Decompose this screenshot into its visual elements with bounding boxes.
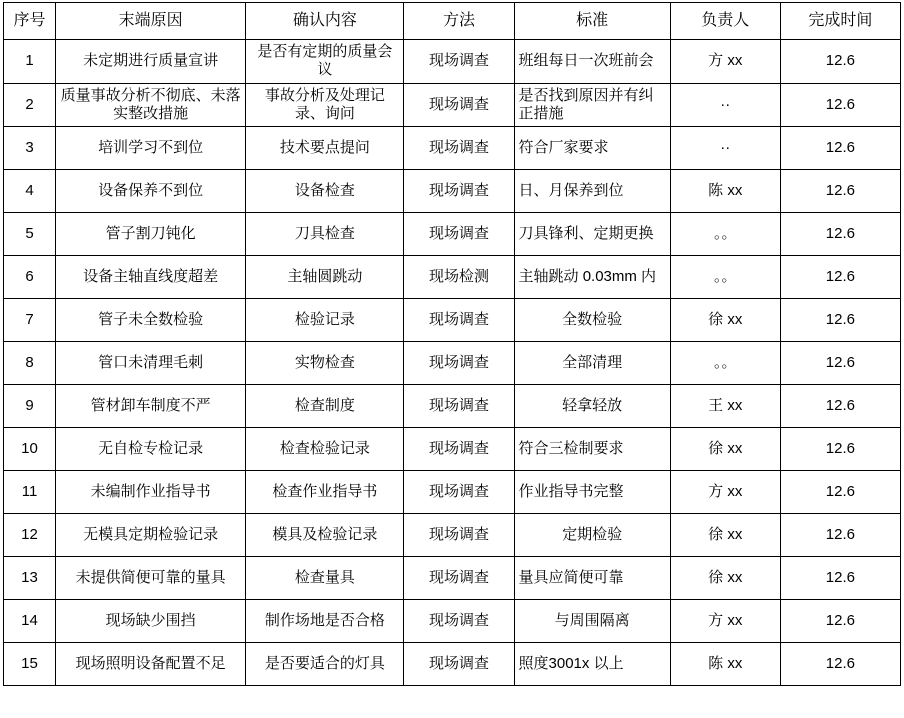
column-header-cause: 末端原因 bbox=[56, 3, 246, 40]
cell-content: 检查检验记录 bbox=[246, 428, 404, 471]
table-row bbox=[4, 428, 901, 471]
table-row bbox=[4, 170, 901, 213]
cell-date: 12.6 bbox=[780, 83, 900, 127]
table-row bbox=[4, 256, 901, 299]
cell-method: 现场调查 bbox=[404, 643, 514, 686]
cell-content: 检验记录 bbox=[246, 299, 404, 342]
cell-standard: 与周围隔离 bbox=[514, 600, 670, 643]
document-sheet bbox=[0, 2, 904, 686]
cell-standard: 作业指导书完整 bbox=[514, 471, 670, 514]
cell-content: 技术要点提问 bbox=[246, 127, 404, 170]
table-row bbox=[4, 40, 901, 84]
table-row bbox=[4, 342, 901, 385]
cell-owner: 徐 xx bbox=[670, 514, 780, 557]
cell-cause: 管口未清理毛刺 bbox=[56, 342, 246, 385]
table-row bbox=[4, 83, 901, 127]
cell-content: 是否有定期的质量会议 bbox=[246, 40, 404, 84]
cell-owner: 徐 xx bbox=[670, 299, 780, 342]
cell-method: 现场调查 bbox=[404, 557, 514, 600]
cell-cause: 管子割刀钝化 bbox=[56, 213, 246, 256]
cell-date: 12.6 bbox=[780, 40, 900, 84]
cell-standard: 是否找到原因并有纠正措施 bbox=[514, 83, 670, 127]
cell-date: 12.6 bbox=[780, 385, 900, 428]
cell-owner: 方 xx bbox=[670, 600, 780, 643]
table-row bbox=[4, 299, 901, 342]
cell-cause: 管材卸车制度不严 bbox=[56, 385, 246, 428]
cell-cause: 管子未全数检验 bbox=[56, 299, 246, 342]
table-row bbox=[4, 213, 901, 256]
cell-method: 现场调查 bbox=[404, 385, 514, 428]
cell-date: 12.6 bbox=[780, 342, 900, 385]
cell-no: 4 bbox=[4, 170, 56, 213]
cell-cause: 无自检专检记录 bbox=[56, 428, 246, 471]
table-row bbox=[4, 127, 901, 170]
cell-standard: 全部清理 bbox=[514, 342, 670, 385]
cell-date: 12.6 bbox=[780, 471, 900, 514]
table-row bbox=[4, 385, 901, 428]
cell-no: 14 bbox=[4, 600, 56, 643]
table-body bbox=[4, 40, 901, 686]
cell-content: 检查量具 bbox=[246, 557, 404, 600]
cell-standard: 日、月保养到位 bbox=[514, 170, 670, 213]
cell-method: 现场调查 bbox=[404, 428, 514, 471]
cell-no: 8 bbox=[4, 342, 56, 385]
cell-date: 12.6 bbox=[780, 299, 900, 342]
column-header-method: 方法 bbox=[404, 3, 514, 40]
cell-method: 现场调查 bbox=[404, 213, 514, 256]
cell-method: 现场调查 bbox=[404, 342, 514, 385]
column-header-date: 完成时间 bbox=[780, 3, 900, 40]
cell-cause: 未定期进行质量宣讲 bbox=[56, 40, 246, 84]
cell-date: 12.6 bbox=[780, 213, 900, 256]
column-header-content: 确认内容 bbox=[246, 3, 404, 40]
cell-method: 现场调查 bbox=[404, 127, 514, 170]
cell-owner: ·· bbox=[670, 127, 780, 170]
cell-cause: 质量事故分析不彻底、未落实整改措施 bbox=[56, 83, 246, 127]
cell-standard: 班组每日一次班前会 bbox=[514, 40, 670, 84]
cell-date: 12.6 bbox=[780, 170, 900, 213]
cause-confirmation-table bbox=[3, 2, 901, 686]
column-header-owner: 负责人 bbox=[670, 3, 780, 40]
cell-standard: 全数检验 bbox=[514, 299, 670, 342]
table-row bbox=[4, 557, 901, 600]
cell-date: 12.6 bbox=[780, 127, 900, 170]
cell-cause: 现场缺少围挡 bbox=[56, 600, 246, 643]
cell-no: 9 bbox=[4, 385, 56, 428]
cell-owner: 方 xx bbox=[670, 40, 780, 84]
cell-no: 12 bbox=[4, 514, 56, 557]
cell-date: 12.6 bbox=[780, 514, 900, 557]
cell-standard: 主轴跳动 0.03mm 内 bbox=[514, 256, 670, 299]
cell-content: 实物检查 bbox=[246, 342, 404, 385]
table-row bbox=[4, 643, 901, 686]
cell-content: 检查制度 bbox=[246, 385, 404, 428]
cell-cause: 设备保养不到位 bbox=[56, 170, 246, 213]
cell-date: 12.6 bbox=[780, 256, 900, 299]
cell-content: 是否要适合的灯具 bbox=[246, 643, 404, 686]
cell-cause: 未提供简便可靠的量具 bbox=[56, 557, 246, 600]
cell-owner: 徐 xx bbox=[670, 557, 780, 600]
cell-no: 5 bbox=[4, 213, 56, 256]
cell-content: 模具及检验记录 bbox=[246, 514, 404, 557]
cell-method: 现场检测 bbox=[404, 256, 514, 299]
cell-method: 现场调查 bbox=[404, 471, 514, 514]
cell-cause: 设备主轴直线度超差 bbox=[56, 256, 246, 299]
cell-no: 15 bbox=[4, 643, 56, 686]
table-header bbox=[4, 3, 901, 40]
cell-owner: ·· bbox=[670, 83, 780, 127]
cell-no: 11 bbox=[4, 471, 56, 514]
cell-no: 7 bbox=[4, 299, 56, 342]
cell-cause: 未编制作业指导书 bbox=[56, 471, 246, 514]
cell-date: 12.6 bbox=[780, 428, 900, 471]
cell-content: 刀具检查 bbox=[246, 213, 404, 256]
cell-date: 12.6 bbox=[780, 643, 900, 686]
cell-no: 10 bbox=[4, 428, 56, 471]
cell-owner: 。。 bbox=[670, 213, 780, 256]
cell-content: 制作场地是否合格 bbox=[246, 600, 404, 643]
table-row bbox=[4, 514, 901, 557]
cell-cause: 培训学习不到位 bbox=[56, 127, 246, 170]
cell-owner: 方 xx bbox=[670, 471, 780, 514]
cell-standard: 照度3001x 以上 bbox=[514, 643, 670, 686]
cell-cause: 无模具定期检验记录 bbox=[56, 514, 246, 557]
cell-method: 现场调查 bbox=[404, 600, 514, 643]
cell-owner: 。。 bbox=[670, 256, 780, 299]
cell-no: 1 bbox=[4, 40, 56, 84]
cell-no: 3 bbox=[4, 127, 56, 170]
cell-cause: 现场照明设备配置不足 bbox=[56, 643, 246, 686]
table-row bbox=[4, 471, 901, 514]
cell-owner: 。。 bbox=[670, 342, 780, 385]
column-header-standard: 标准 bbox=[514, 3, 670, 40]
table-row bbox=[4, 600, 901, 643]
cell-owner: 徐 xx bbox=[670, 428, 780, 471]
cell-date: 12.6 bbox=[780, 600, 900, 643]
cell-standard: 轻拿轻放 bbox=[514, 385, 670, 428]
cell-method: 现场调查 bbox=[404, 299, 514, 342]
cell-content: 检查作业指导书 bbox=[246, 471, 404, 514]
cell-standard: 刀具锋利、定期更换 bbox=[514, 213, 670, 256]
cell-no: 2 bbox=[4, 83, 56, 127]
cell-owner: 陈 xx bbox=[670, 170, 780, 213]
cell-owner: 王 xx bbox=[670, 385, 780, 428]
cell-standard: 定期检验 bbox=[514, 514, 670, 557]
cell-standard: 量具应简便可靠 bbox=[514, 557, 670, 600]
cell-standard: 符合三检制要求 bbox=[514, 428, 670, 471]
cell-method: 现场调查 bbox=[404, 40, 514, 84]
header-row bbox=[4, 3, 901, 40]
cell-owner: 陈 xx bbox=[670, 643, 780, 686]
cell-method: 现场调查 bbox=[404, 514, 514, 557]
cell-date: 12.6 bbox=[780, 557, 900, 600]
column-header-no: 序号 bbox=[4, 3, 56, 40]
cell-standard: 符合厂家要求 bbox=[514, 127, 670, 170]
cell-method: 现场调查 bbox=[404, 83, 514, 127]
cell-no: 6 bbox=[4, 256, 56, 299]
cell-no: 13 bbox=[4, 557, 56, 600]
cell-content: 设备检查 bbox=[246, 170, 404, 213]
cell-content: 主轴圆跳动 bbox=[246, 256, 404, 299]
cell-content: 事故分析及处理记录、询问 bbox=[246, 83, 404, 127]
cell-method: 现场调查 bbox=[404, 170, 514, 213]
